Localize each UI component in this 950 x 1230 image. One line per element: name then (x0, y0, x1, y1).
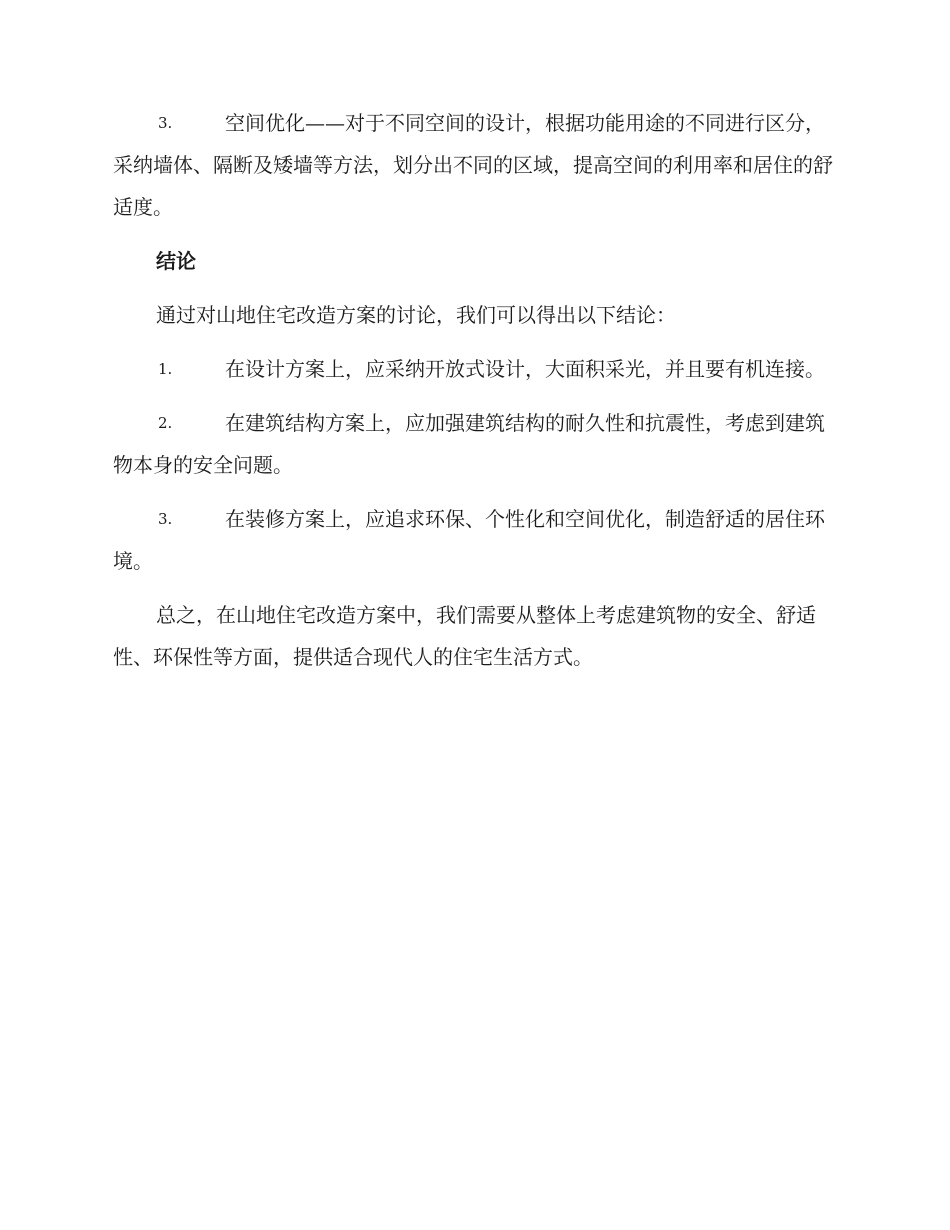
list-number: 3. (158, 510, 173, 528)
list-item-text: 在设计方案上，应采纳开放式设计，大面积采光，并且要有机连接。 (225, 357, 825, 381)
conclusion-intro-paragraph: 通过对山地住宅改造方案的讨论，我们可以得出以下结论： (156, 303, 676, 327)
document-page (113, 102, 833, 690)
list-number: 3. (158, 114, 173, 132)
list-item-text: 空间优化——对于不同空间的设计，根据功能用途的不同进行区分，采纳墙体、隔断及矮墙等方法，划分出不同的区域，提高空间的利用率和居住的舒适度。 (113, 111, 833, 219)
list-item-text: 在装修方案上，应追求环保、个性化和空间优化，制造舒适的居住环境。 (113, 507, 825, 573)
list-item-space-optimization (113, 102, 833, 228)
section-heading-conclusion: 结论 (156, 249, 196, 273)
summary-paragraph: 总之，在山地住宅改造方案中，我们需要从整体上考虑建筑物的安全、舒适性、环保性等方面，提供适合现代人的住宅生活方式。 (113, 603, 816, 669)
list-item-design (113, 348, 833, 390)
list-number: 2. (158, 414, 173, 432)
list-number: 1. (158, 360, 173, 378)
list-item-decoration (113, 498, 833, 582)
list-item-structure (113, 402, 833, 486)
list-item-text: 在建筑结构方案上，应加强建筑结构的耐久性和抗震性，考虑到建筑物本身的安全问题。 (113, 411, 825, 477)
